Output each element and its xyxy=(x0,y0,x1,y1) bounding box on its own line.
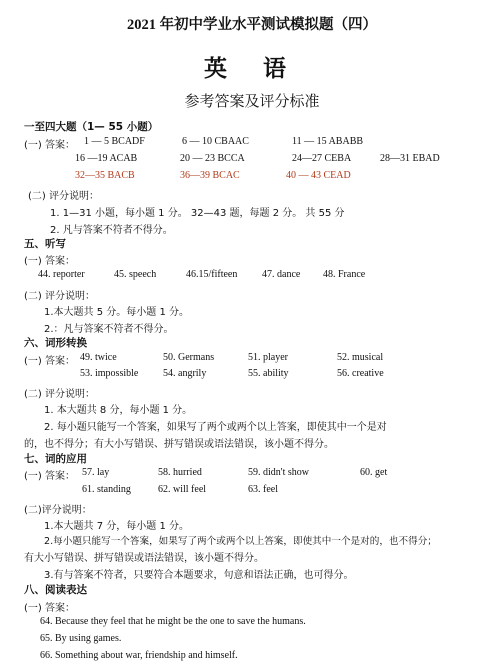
answer-53: 53. impossible xyxy=(80,368,139,379)
section-7-answers-label: (一) 答案： xyxy=(24,471,75,482)
section-8-heading: 八、阅读表达 xyxy=(24,584,87,596)
section-7-note-2: 2.每小题只能写一个答案，如果写了两个或两个以上答案，即使其中一个是对的，也不得分； xyxy=(44,536,437,547)
section-1-heading: 一至四大题（1— 55 小题） xyxy=(24,121,159,133)
section-5-grading-label: (二) 评分说明： xyxy=(24,291,95,302)
section-1-note-1: 1. 1—31 小题，每小题 1 分。 32—43 题，每题 2 分。 共 55 分 xyxy=(50,208,345,219)
answer-58: 58. hurried xyxy=(158,467,202,478)
section-1-note-2: 2. 凡与答案不符者不得分。 xyxy=(50,225,173,236)
subject-title: 英 语 xyxy=(203,56,300,82)
answer-61: 61. standing xyxy=(82,484,131,495)
answer-11-15: 11 — 15 ABABB xyxy=(292,136,364,147)
answer-32-35: 32—35 BACB xyxy=(75,170,135,181)
section-6-answers-label: (一) 答案： xyxy=(24,356,75,367)
answer-62: 62. will feel xyxy=(158,484,207,495)
answer-40-43: 40 — 43 CEAD xyxy=(286,170,351,181)
answer-56: 56. creative xyxy=(337,368,384,379)
answer-20-23: 20 — 23 BCCA xyxy=(180,153,245,164)
answer-16-19: 16 —19 ACAB xyxy=(75,153,138,164)
answer-57: 57. lay xyxy=(82,467,110,478)
answer-46: 46.15/fifteen xyxy=(186,269,238,280)
answer-51: 51. player xyxy=(248,352,288,363)
answer-59: 59. didn't show xyxy=(248,467,309,478)
answer-28-31: 28—31 EBAD xyxy=(380,153,440,164)
answer-55: 55. ability xyxy=(248,368,289,379)
answer-66: 66. Something about war, friendship and himself. xyxy=(40,650,238,661)
answer-50: 50. Germans xyxy=(163,352,215,363)
section-6-grading-label: (二) 评分说明： xyxy=(24,389,95,400)
section-6-heading: 六、词形转换 xyxy=(24,337,87,349)
answer-1-5: 1 — 5 BCADF xyxy=(84,136,145,147)
answer-36-39: 36—39 BCAC xyxy=(180,170,240,181)
answer-24-27: 24—27 CEBA xyxy=(292,153,352,164)
answer-52: 52. musical xyxy=(337,352,384,363)
section-7-note-4: 3.有与答案不符者，只要符合本题要求，句意和语法正确，也可得分。 xyxy=(44,570,354,581)
section-8-answers-label: (一) 答案： xyxy=(24,603,75,614)
section-7-heading: 七、词的应用 xyxy=(24,453,87,465)
page-title: 2021 年初中学业水平测试模拟题（四） xyxy=(126,17,378,33)
section-7-grading-label: (二)评分说明： xyxy=(24,505,92,516)
answer-45: 45. speech xyxy=(114,269,157,280)
answer-64: 64. Because they feel that he might be the one to save the humans. xyxy=(40,616,306,627)
section-6-note-3: 的，也不得分；有大小写错误、拼写错误或语法错误，该小题不得分。 xyxy=(24,439,334,450)
section-5-note-1: 1.本大题共 5 分。每小题 1 分。 xyxy=(44,307,189,318)
answer-60: 60. get xyxy=(360,467,388,478)
section-5-answers-label: (一) 答案： xyxy=(24,256,75,267)
answer-65: 65. By using games. xyxy=(40,633,122,644)
answer-54: 54. angrily xyxy=(163,368,207,379)
section-7-note-3: 有大小写错误、拼写错误或语法错误，该小题不得分。 xyxy=(24,553,264,564)
answer-63: 63. feel xyxy=(248,484,278,495)
answer-48: 48. France xyxy=(323,269,366,280)
answer-6-10: 6 — 10 CBAAC xyxy=(182,136,249,147)
answer-49: 49. twice xyxy=(80,352,117,363)
answer-44: 44. reporter xyxy=(38,269,85,280)
section-7-note-1: 1.本大题共 7 分，每小题 1 分。 xyxy=(44,521,189,532)
section-1-grading-label: (二) 评分说明： xyxy=(28,191,99,202)
section-5-note-2: 2.：凡与答案不符者不得分。 xyxy=(44,324,174,335)
section-5-heading: 五、听写 xyxy=(24,238,66,250)
section-6-note-2: 2. 每小题只能写一个答案，如果写了两个或两个以上答案，即使其中一个是对 xyxy=(44,422,387,433)
section-6-note-1: 1. 本大题共 8 分，每小题 1 分。 xyxy=(44,405,193,416)
answer-47: 47. dance xyxy=(262,269,301,280)
section-1-answers-label: (一) 答案： xyxy=(24,140,75,151)
standard-title: 参考答案及评分标准 xyxy=(184,92,320,110)
